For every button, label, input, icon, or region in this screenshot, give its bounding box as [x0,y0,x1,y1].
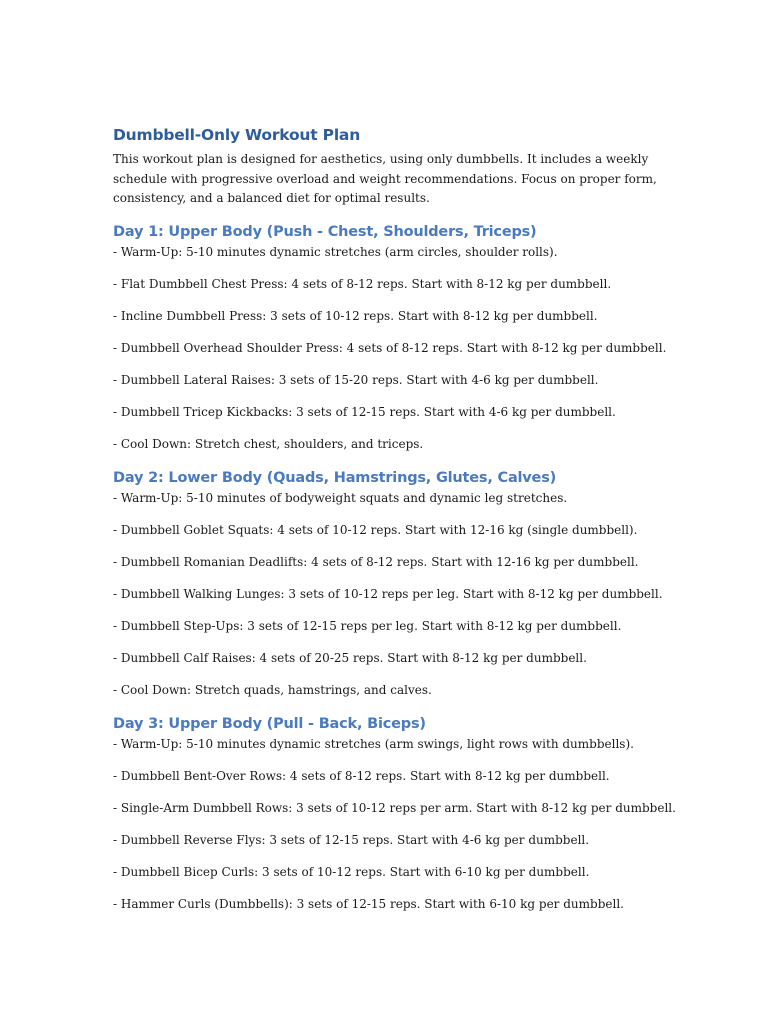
exercise-item: - Dumbbell Calf Raises: 4 sets of 20-25 reps. Start with 8-12 kg per dumbbell. [113,650,587,665]
intro-line: schedule with progressive overload and weight recommendations. Focus on proper form, [113,171,657,186]
day-heading: Day 3: Upper Body (Pull - Back, Biceps) [113,715,426,732]
exercise-item: - Dumbbell Overhead Shoulder Press: 4 sets of 8-12 reps. Start with 8-12 kg per dumbbell. [113,340,667,355]
document-content [113,124,676,927]
exercise-item: - Dumbbell Romanian Deadlifts: 4 sets of 8-12 reps. Start with 12-16 kg per dumbbell. [113,554,639,569]
exercise-item: - Single-Arm Dumbbell Rows: 3 sets of 10-12 reps per arm. Start with 8-12 kg per dumbbell. [113,800,676,815]
exercise-item: - Flat Dumbbell Chest Press: 4 sets of 8-12 reps. Start with 8-12 kg per dumbbell. [113,276,612,291]
intro-line: This workout plan is designed for aesthetics, using only dumbbells. It includes a weekly [113,152,649,166]
intro-line: consistency, and a balanced diet for optimal results. [113,191,430,205]
exercise-list [113,489,673,700]
exercise-list [113,243,673,454]
day-section-3 [113,713,676,914]
exercise-item: - Cool Down: Stretch chest, shoulders, and triceps. [113,436,424,451]
exercise-item: - Dumbbell Step-Ups: 3 sets of 12-15 reps per leg. Start with 8-12 kg per dumbbell. [113,618,622,633]
exercise-item: - Hammer Curls (Dumbbells): 3 sets of 12-15 reps. Start with 6-10 kg per dumbbell. [113,896,624,911]
exercise-item: - Dumbbell Goblet Squats: 4 sets of 10-12 reps. Start with 12-16 kg (single dumbbell). [113,522,638,537]
day-heading: Day 2: Lower Body (Quads, Hamstrings, Glutes, Calves) [113,469,557,486]
exercise-list [113,735,676,914]
exercise-item: - Warm-Up: 5-10 minutes of bodyweight squats and dynamic leg stretches. [113,490,568,505]
exercise-item: - Dumbbell Reverse Flys: 3 sets of 12-15 reps. Start with 4-6 kg per dumbbell. [113,832,590,847]
exercise-item: - Warm-Up: 5-10 minutes dynamic stretches (arm swings, light rows with dumbbells). [113,736,634,751]
day-section-2 [113,467,673,700]
document-title: Dumbbell-Only Workout Plan [113,126,361,144]
exercise-item: - Cool Down: Stretch quads, hamstrings, and calves. [113,682,432,697]
exercise-item: - Incline Dumbbell Press: 3 sets of 10-12 reps. Start with 8-12 kg per dumbbell. [113,308,598,323]
exercise-item: - Dumbbell Lateral Raises: 3 sets of 15-20 reps. Start with 4-6 kg per dumbbell. [113,372,599,387]
exercise-item: - Warm-Up: 5-10 minutes dynamic stretches (arm circles, shoulder rolls). [113,244,558,259]
exercise-item: - Dumbbell Bicep Curls: 3 sets of 10-12 reps. Start with 6-10 kg per dumbbell. [113,864,590,879]
exercise-item: - Dumbbell Bent-Over Rows: 4 sets of 8-12 reps. Start with 8-12 kg per dumbbell. [113,768,610,783]
day-section-1 [113,221,673,454]
day-heading: Day 1: Upper Body (Push - Chest, Shoulders, Triceps) [113,223,537,240]
intro-paragraph [113,150,673,209]
exercise-item: - Dumbbell Tricep Kickbacks: 3 sets of 12-15 reps. Start with 4-6 kg per dumbbell. [113,404,616,419]
exercise-item: - Dumbbell Walking Lunges: 3 sets of 10-12 reps per leg. Start with 8-12 kg per dumbbell. [113,586,663,601]
